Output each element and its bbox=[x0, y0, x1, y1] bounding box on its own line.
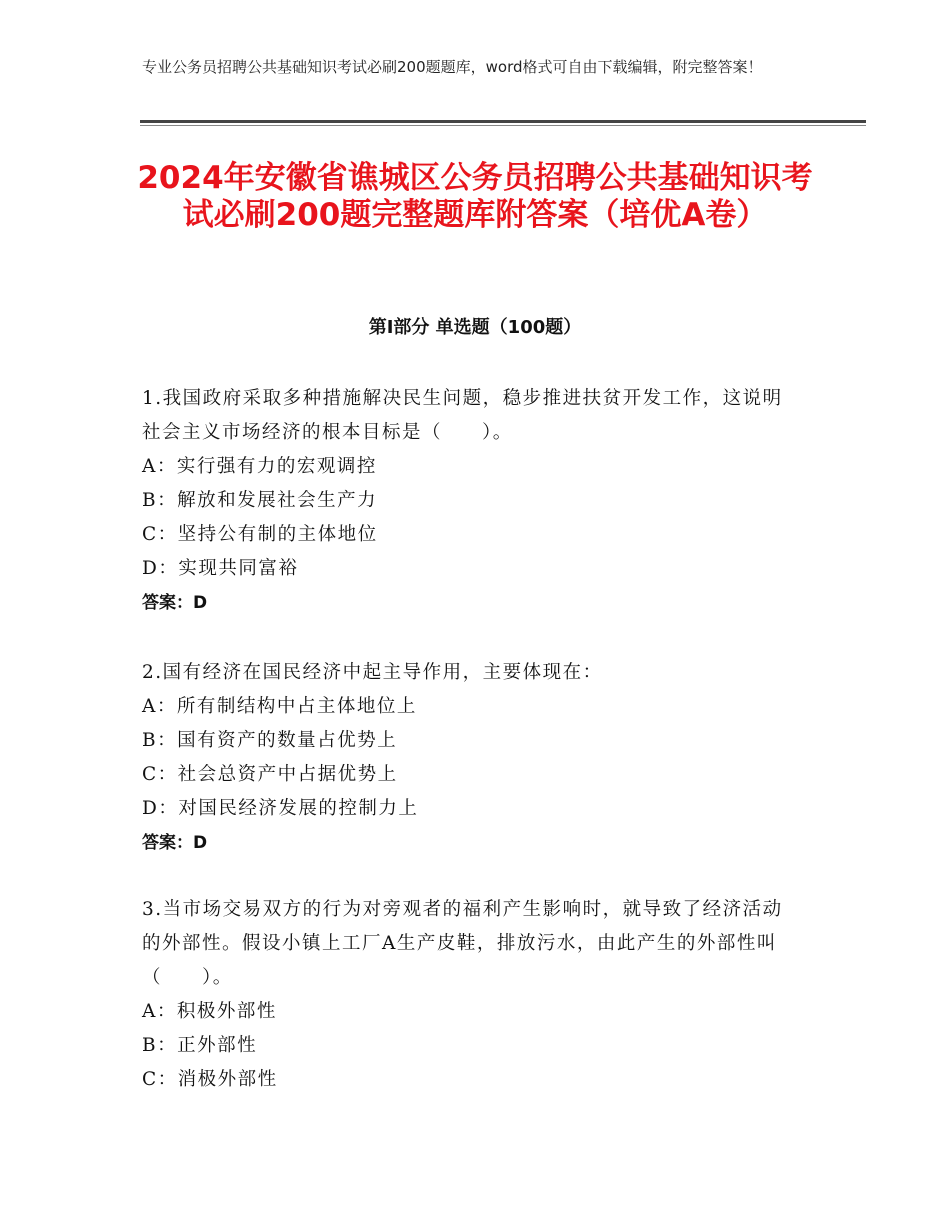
header-divider-thin bbox=[140, 125, 866, 126]
option-a: A：积极外部性 bbox=[142, 1001, 277, 1022]
section-title: 第Ⅰ部分 单选题（100题） bbox=[368, 317, 582, 338]
option-c: C：社会总资产中占据优势上 bbox=[142, 764, 398, 785]
question-stem: 2.国有经济在国民经济中起主导作用，主要体现在： bbox=[142, 662, 603, 683]
header-note: 专业公务员招聘公共基础知识考试必刷200题题库，word格式可自由下载编辑，附完整答案！ bbox=[142, 58, 763, 76]
answer: 答案：D bbox=[142, 833, 208, 853]
option-c: C：坚持公有制的主体地位 bbox=[142, 524, 378, 545]
question-3 bbox=[142, 893, 802, 1097]
option-d: D：实现共同富裕 bbox=[142, 558, 299, 579]
document-title: 2024年安徽省谯城区公务员招聘公共基础知识考试必刷200题完整题库附答案（培优A卷） bbox=[137, 160, 813, 233]
question-2 bbox=[142, 656, 802, 860]
question-stem: 3.当市场交易双方的行为对旁观者的福利产生影响时，就导致了经济活动的外部性。假设小镇上工厂A生产皮鞋，排放污水，由此产生的外部性叫（ ）。 bbox=[142, 899, 783, 988]
header-divider bbox=[140, 120, 866, 123]
answer: 答案：D bbox=[142, 593, 208, 613]
option-c: C：消极外部性 bbox=[142, 1069, 278, 1090]
question-stem: 1.我国政府采取多种措施解决民生问题，稳步推进扶贫开发工作，这说明社会主义市场经济的根本目标是（ ）。 bbox=[142, 388, 783, 443]
option-a: A：实行强有力的宏观调控 bbox=[142, 456, 377, 477]
option-b: B：国有资产的数量占优势上 bbox=[142, 730, 398, 751]
option-b: B：正外部性 bbox=[142, 1035, 258, 1056]
option-d: D：对国民经济发展的控制力上 bbox=[142, 798, 419, 819]
option-a: A：所有制结构中占主体地位上 bbox=[142, 696, 417, 717]
option-b: B：解放和发展社会生产力 bbox=[142, 490, 378, 511]
question-1 bbox=[142, 382, 802, 620]
